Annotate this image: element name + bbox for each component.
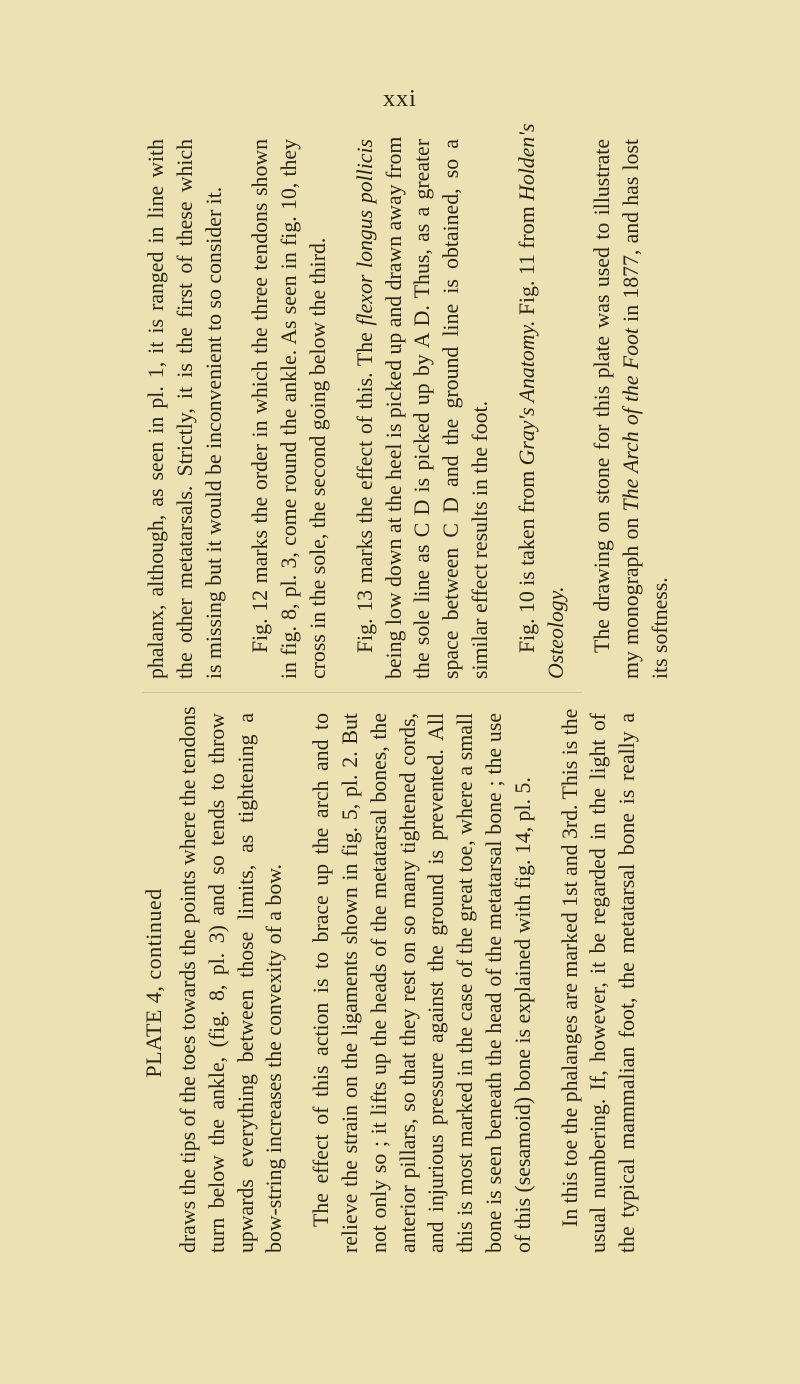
text-line: turn below the ankle, (fig. 8, pl. 3) and so tends to throw (204, 713, 229, 1253)
text-fragment: Fig. 10 is taken from (514, 465, 539, 653)
left-paragraph-1 (174, 706, 289, 1253)
text-line: similar effect results in the foot. (467, 400, 492, 679)
text-line: the typical mammalian foot, the metatarsal bone is really a (615, 713, 640, 1253)
text-fragment: Fig. 11 from (514, 200, 539, 321)
left-column (140, 706, 642, 1253)
text-fragment: my monograph on (619, 511, 644, 679)
rotated-text-block (140, 123, 672, 1253)
text-line: usual numbering. If, however, it be regarded in the light of (586, 713, 611, 1253)
text-line (351, 139, 380, 679)
text-line: bone is seen beneath the head of the metatarsal bone ; the use (481, 713, 506, 1253)
column-divider (142, 692, 582, 693)
text-line: of this (sesamoid) bone is explained with fig. 14, pl. 5. (510, 777, 535, 1253)
text-fragment: Fig. 13 marks the effect of this. The (352, 325, 377, 653)
text-line: this is most marked in the case of the great toe, where a small (453, 713, 478, 1253)
text-line (513, 123, 542, 679)
text-line: and injurious pressure against the ground is prevented. All (424, 713, 449, 1253)
text-fragment: in 1877, and has lost (619, 139, 644, 329)
text-line: The effect of this action is to brace up the arch and to (309, 713, 334, 1227)
italic-title: Gray's Anatomy. (514, 320, 539, 466)
text-line: the other metatarsals. Strictly, it is the first of these which (172, 139, 197, 679)
text-line: not only so ; it lifts up the heads of the metatarsal bones, the (366, 713, 391, 1253)
right-column (140, 123, 675, 679)
right-paragraph-3 (351, 136, 495, 679)
text-line: Fig. 12 marks the order in which the three tendons shown (248, 139, 273, 653)
right-paragraph-2 (246, 139, 332, 679)
text-line: the sole line as C D is picked up by A D. Thus, as a greater (410, 139, 435, 679)
text-line: In this toe the phalanges are marked 1st and 3rd. This is the (557, 708, 582, 1227)
left-paragraph-3 (556, 708, 642, 1253)
right-paragraph-1 (142, 139, 228, 679)
text-line: cross in the sole, the second going below the third. (305, 237, 330, 679)
text-line: being low down at the heel is picked up and drawn away from (381, 136, 406, 679)
text-line: is missing but it would be inconvenient to so consider it. (201, 186, 226, 679)
text-line: relieve the strain on the ligaments shown in fig. 5, pl. 2. But (337, 713, 362, 1253)
page-number: xxi (383, 86, 417, 112)
text-line: its softness. (647, 577, 672, 679)
text-line: bow-string increases the convexity of a bow. (262, 863, 287, 1253)
text-line: upwards everything between those limits, as tightening a (233, 713, 258, 1253)
text-line: space between C D and the ground line is obtained, so a (439, 139, 464, 679)
text-line: anterior pillars, so that they rest on so many tightened cords, (395, 713, 420, 1253)
italic-term: flexor longus pollicis (352, 139, 377, 326)
text-line (542, 139, 571, 679)
right-paragraph-5 (588, 139, 674, 679)
text-line: phalanx, although, as seen in pl. 1, it is ranged in line with (144, 139, 168, 679)
right-paragraph-4 (513, 123, 571, 679)
text-line (617, 139, 646, 679)
italic-title: Holden's (514, 123, 539, 201)
italic-title: Osteology. (543, 586, 568, 679)
plate-heading: PLATE 4, continued (141, 888, 166, 1078)
text-line: The drawing on stone for this plate was used to illustrate (590, 139, 615, 653)
left-paragraph-2 (307, 713, 537, 1253)
text-line: draws the tips of the toes towards the points where the tendons (176, 706, 200, 1253)
italic-title: The Arch of the Foot (619, 328, 644, 512)
text-line: in fig. 8, pl. 3, come round the ankle. As seen in fig. 10, they (277, 139, 302, 679)
